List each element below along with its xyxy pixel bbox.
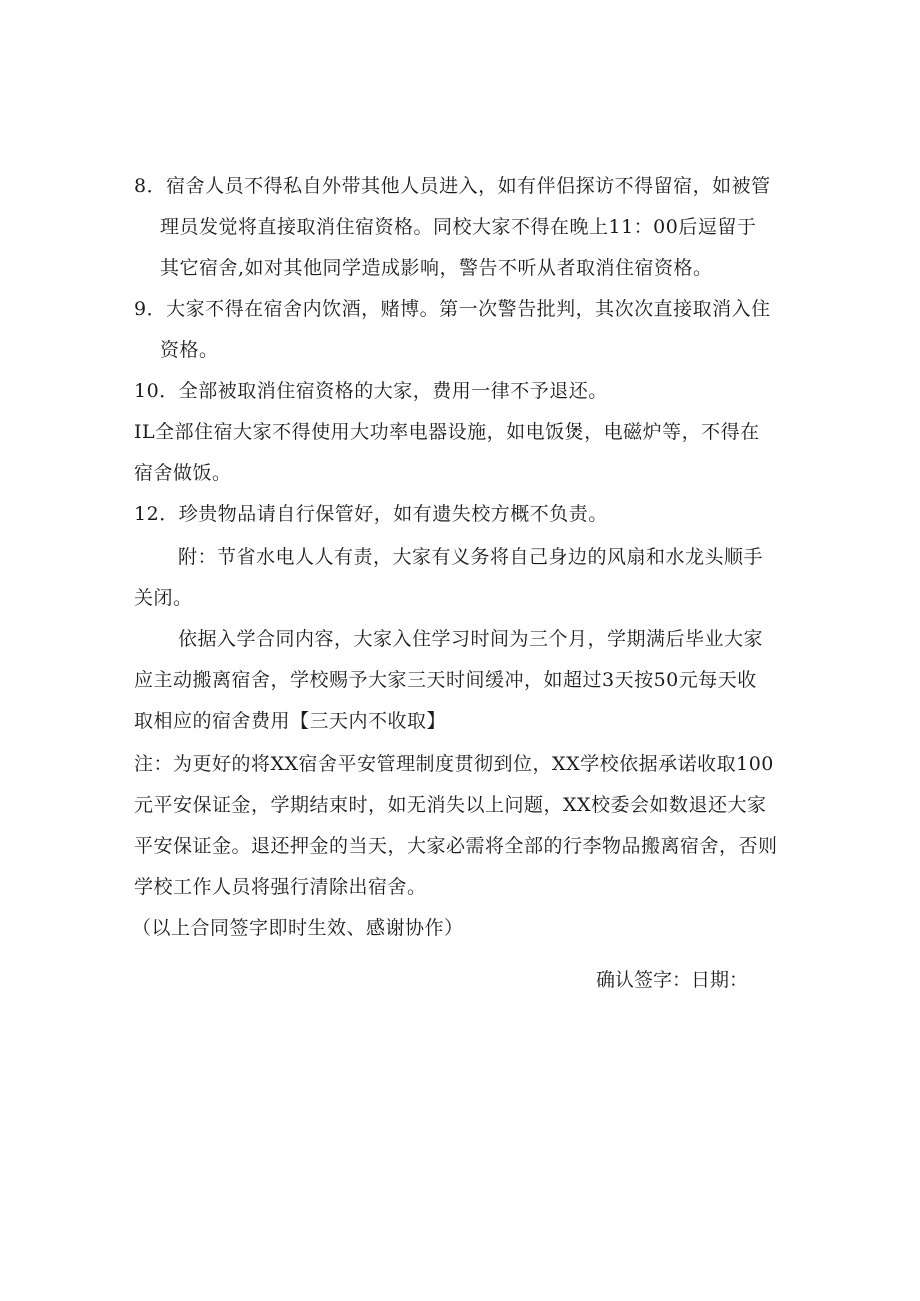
rule-10-line-1: 10．全部被取消住宿资格的大家，费用一律不予退还。	[134, 380, 608, 402]
rule-11-number: IL	[134, 421, 156, 443]
rule-9-number: 9	[134, 298, 147, 320]
rule-10-number: 10	[134, 380, 160, 402]
rule-12-number: 12	[134, 503, 160, 525]
rule-11-line-1: IL全部住宿大家不得使用大功率电器设施，如电饭煲，电磁炉等，不得在	[134, 421, 760, 443]
rule-8-line-1: 8．宿舍人员不得私自外带其他人员进入，如有伴侣探访不得留宿，如被管	[134, 175, 771, 197]
note-line-3: 平安保证金。退还押金的当天，大家必需将全部的行李物品搬离宿舍，否则	[134, 835, 778, 857]
rule-11-line-2: 宿舍做饭。	[134, 462, 232, 484]
appendix-line-2: 关闭。	[134, 587, 193, 609]
note-line-2: 元平安保证金，学期结束时，如无消失以上问题，XX校委会如数退还大家	[134, 794, 767, 816]
note-line-1: 注：为更好的将XX宿舍平安管理制度贯彻到位，XX学校依据承诺收取100	[134, 753, 774, 775]
rule-9-line-2: 资格。	[160, 339, 219, 361]
rule-9-line-1: 9．大家不得在宿舍内饮酒，赌博。第一次警告批判，其次次直接取消入住	[134, 298, 771, 320]
note-line-4: 学校工作人员将强行清除出宿舍。	[134, 876, 427, 898]
rule-8-line-2: 理员发觉将直接取消住宿资格。同校大家不得在晚上11：00后逗留于	[160, 216, 757, 238]
rule-8-line-3: 其它宿舍,如对其他同学造成影响，警告不听从者取消住宿资格。	[160, 257, 713, 279]
contract-paragraph-line-1: 依据入学合同内容，大家入住学习时间为三个月，学期满后毕业大家	[178, 628, 764, 650]
closing-statement: （以上合同签字即时生效、感谢协作）	[132, 917, 464, 939]
appendix-line-1: 附：节省水电人人有责，大家有义务将自己身边的风扇和水龙头顺手	[178, 546, 764, 568]
contract-paragraph-line-2: 应主动搬离宿舍，学校赐予大家三天时间缓冲，如超过3天按50元每天收	[134, 669, 757, 691]
rule-12-line-1: 12．珍贵物品请自行保管好，如有遗失校方概不负责。	[134, 503, 608, 525]
contract-paragraph-line-3: 取相应的宿舍费用【三天内不收取】	[134, 710, 447, 732]
signature-date-line: 确认签字：日期：	[595, 969, 748, 991]
rule-8-number: 8	[134, 175, 147, 197]
